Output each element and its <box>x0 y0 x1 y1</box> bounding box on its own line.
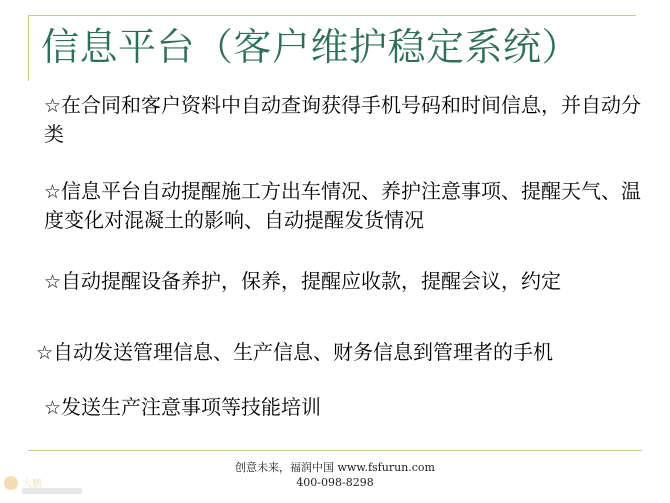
footer-slogan: 创意未来，福润中国 <box>235 461 335 474</box>
watermark-label: 大鹏 <box>22 479 42 490</box>
bullet-text: 自动发送管理信息、生产信息、财务信息到管理者的手机 <box>53 340 554 364</box>
top-rule <box>28 15 636 16</box>
footer-rule <box>28 450 642 451</box>
bullet-text: 自动提醒设备养护，保养，提醒应收款，提醒会议，约定 <box>61 269 562 293</box>
bullet-item <box>36 338 646 367</box>
footer-phone: 400-098-8298 <box>296 476 374 489</box>
star-icon: ☆ <box>44 271 62 293</box>
bullet-item <box>44 177 644 234</box>
star-icon: ☆ <box>44 95 62 117</box>
bullet-text: 信息平台自动提醒施工方出车情况、养护注意事项、提醒天气、温度变化对混凝土的影响、自动提醒发货情况 <box>44 179 642 232</box>
bullet-item <box>44 91 644 148</box>
bullet-item <box>44 393 644 422</box>
watermark-url-bar <box>22 488 82 494</box>
star-icon: ☆ <box>44 397 62 419</box>
watermark-logo-icon <box>4 476 18 490</box>
star-icon: ☆ <box>36 342 54 364</box>
star-icon: ☆ <box>44 181 62 203</box>
left-rule <box>28 15 29 81</box>
watermark <box>2 474 92 500</box>
bullet-text: 在合同和客户资料中自动查询获得手机号码和时间信息，并自动分类 <box>44 93 642 146</box>
bullet-item <box>44 267 644 296</box>
footer <box>180 460 490 490</box>
footer-line-1 <box>180 460 490 475</box>
bullet-text: 发送生产注意事项等技能培训 <box>61 395 322 419</box>
footer-website: www.fsfurun.com <box>337 461 435 474</box>
slide-title: 信息平台（客户维护稳定系统） <box>41 25 581 69</box>
